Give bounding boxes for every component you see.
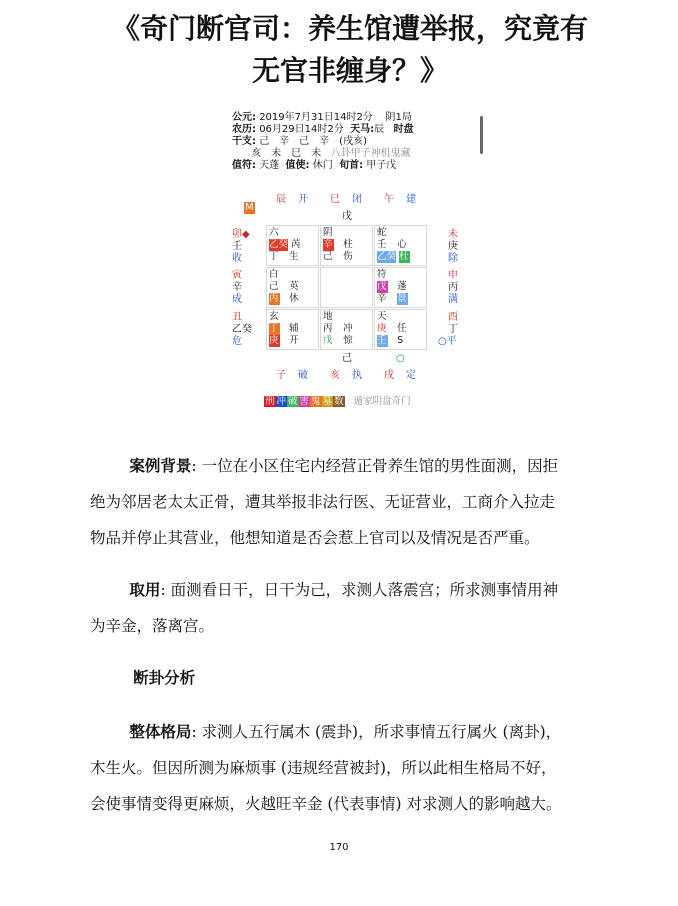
palace-kan <box>320 309 373 350</box>
palace-zhen <box>266 267 319 308</box>
palace-xun <box>266 225 319 266</box>
heaven-stem: 庚 <box>377 323 387 334</box>
paragraph-background <box>90 448 590 556</box>
heading-text: 断卦分析 <box>133 668 196 687</box>
palace-dui <box>374 267 427 308</box>
top-officer-1: 开 <box>298 194 308 205</box>
heaven-stem: 辛 <box>323 239 333 250</box>
god: 玄 <box>269 311 279 322</box>
heaven-stem: 戊 <box>377 281 387 292</box>
door: 惊 <box>343 335 353 346</box>
left-stem-1: 壬 <box>232 241 242 252</box>
right-branch-1: 未 <box>448 229 458 240</box>
top-branch-1: 辰 <box>276 194 286 205</box>
chart-legend <box>264 396 411 408</box>
star: 柱 <box>343 239 353 250</box>
bottom-officer-3: 定 <box>406 370 416 381</box>
door: S <box>397 335 404 346</box>
right-stem-3: 丁 <box>448 324 458 335</box>
nine-palace-grid <box>266 225 428 351</box>
star: 任 <box>397 323 407 334</box>
palace-center <box>320 267 373 308</box>
right-officer-1: 除 <box>448 253 458 264</box>
heaven-stem: 丙 <box>323 323 333 334</box>
star: 心 <box>397 239 407 250</box>
left-officer-2: 成 <box>232 294 242 305</box>
paragraph-overall <box>90 714 590 822</box>
section-heading <box>90 660 590 696</box>
door: 杜 <box>399 251 409 262</box>
legend-item: 害 <box>299 396 310 407</box>
info-row-5: 值符: 天蓬 值使: 休门 旬首: 甲子戊 <box>232 160 397 171</box>
legend-item: 冲 <box>276 396 287 407</box>
god: 阴 <box>323 227 333 238</box>
text-line: : 面测看日干，日干为己，求测人落震宫；所求测事情用神 <box>160 581 559 599</box>
palace-li <box>320 225 373 266</box>
top-center-stem: 戊 <box>342 211 352 222</box>
text-line: 会使事情变得更麻烦，火越旺辛金 (代表事情) 对求测人的影响越大。 <box>90 795 562 813</box>
legend-item: 墓 <box>322 396 333 407</box>
heaven-stem: 乙癸 <box>269 239 289 250</box>
door: 开 <box>289 335 299 346</box>
scrollbar-thumb[interactable] <box>480 116 483 154</box>
title-line-2: 无官非缠身？》 <box>251 54 448 87</box>
palace-gen <box>266 309 319 350</box>
left-branch-2: 寅 <box>232 270 242 281</box>
god: 天 <box>377 311 387 322</box>
top-officer-3: 建 <box>406 194 416 205</box>
info-row-3: 干支: 己 辛 己 辛 (戌亥) <box>232 136 367 147</box>
right-stem-2: 丙 <box>448 282 458 293</box>
chart-info <box>232 112 492 172</box>
text-line: : 求测人五行属木 (震卦)，所求事情五行属火 (离卦)， <box>191 723 562 741</box>
page-number: 170 <box>329 842 349 853</box>
paragraph-label: 整体格局 <box>129 722 192 741</box>
star: 英 <box>289 281 299 292</box>
star: 芮 <box>291 239 301 250</box>
bottom-center-stem: 己 <box>342 353 352 364</box>
bottom-branch-3: 戌 <box>384 370 394 381</box>
heaven-stem: 丁 <box>269 323 279 334</box>
info-row-1: 公元: 2019年7月31日14时2分 阴1局 <box>232 112 412 123</box>
text-line: 绝为邻居老太太正骨，遭其举报非法行医、无证营业，工商介入拉走 <box>90 493 556 511</box>
palace-kun <box>374 225 427 266</box>
god: 符 <box>377 269 387 280</box>
door: 生 <box>289 251 299 262</box>
earth-stem: 辛 <box>377 293 387 304</box>
text-line: 木生火。但因所测为麻烦事 (违规经营被封)，所以此相生格局不好， <box>90 759 557 777</box>
palace-qian <box>374 309 427 350</box>
left-branch-1: 卯◆ <box>232 229 250 240</box>
info-row-4: 亥 未 巳 未 八卦甲子神机鬼藏 <box>251 148 411 159</box>
bottom-officer-2: 执 <box>352 370 362 381</box>
right-branch-3: 酉 <box>448 312 458 323</box>
god: 白 <box>269 269 279 280</box>
right-officer-3: ○平 <box>438 336 457 347</box>
info-row-2: 农历: 06月29日14时2分 天马:辰 时盘 <box>232 124 414 135</box>
left-officer-1: 收 <box>232 253 242 264</box>
legend-caption: 遁家阴盘奇门 <box>353 396 411 407</box>
earth-stem: 壬 <box>377 335 387 346</box>
bottom-officer-1: 破 <box>298 370 308 381</box>
paragraph-selection <box>90 572 590 644</box>
top-officer-2: 闭 <box>352 194 362 205</box>
star: 蓬 <box>397 281 407 292</box>
top-branch-3: 午 <box>384 194 394 205</box>
door: 休 <box>289 293 299 304</box>
text-line: 物品并停止其营业，他想知道是否会惹上官司以及情况是否严重。 <box>90 529 540 547</box>
right-officer-2: 满 <box>448 294 458 305</box>
door: 伤 <box>343 251 353 262</box>
right-branch-2: 申 <box>448 270 458 281</box>
legend-item: 数 <box>334 396 344 407</box>
paragraph-label: 取用 <box>129 580 161 599</box>
article-title <box>60 8 640 92</box>
paragraph-label: 案例背景 <box>129 456 192 475</box>
star: 辅 <box>289 323 299 334</box>
legend-item: 破 <box>288 396 298 407</box>
bottom-branch-1: 子 <box>276 370 286 381</box>
star: 冲 <box>343 323 353 334</box>
text-line: 为辛金，落离宫。 <box>90 617 215 635</box>
qimen-chart <box>232 112 492 412</box>
left-stem-2: 辛 <box>232 282 242 293</box>
earth-stem: 丁 <box>269 251 279 262</box>
earth-stem: 庚 <box>269 335 279 346</box>
heaven-stem: 己 <box>269 281 279 292</box>
right-stem-1: 庚 <box>448 241 458 252</box>
legend-item: 刑 <box>265 396 275 407</box>
legend-item: 鬼 <box>311 396 321 407</box>
god: 六 <box>269 227 279 238</box>
heaven-stem: 壬 <box>377 239 387 250</box>
left-stem-3: 乙癸 <box>232 324 252 335</box>
marker-badge: M <box>245 202 254 213</box>
left-branch-3: 丑 <box>232 312 242 323</box>
circle-icon: ○ <box>396 353 405 364</box>
bottom-branch-2: 亥 <box>330 370 340 381</box>
door: 景 <box>397 293 407 304</box>
top-branch-2: 巳 <box>330 194 340 205</box>
earth-stem: 己 <box>323 251 333 262</box>
god: 地 <box>323 311 333 322</box>
text-line: : 一位在小区住宅内经营正骨养生馆的男性面测，因拒 <box>191 457 559 475</box>
earth-stem: 戊 <box>323 335 333 346</box>
god: 蛇 <box>377 227 387 238</box>
earth-stem: 乙癸 <box>377 251 397 262</box>
earth-stem: 丙 <box>269 293 279 304</box>
title-line-1: 《奇门断官司：养生馆遭举报，究竟有 <box>111 12 588 45</box>
left-officer-3: 危 <box>232 336 242 347</box>
